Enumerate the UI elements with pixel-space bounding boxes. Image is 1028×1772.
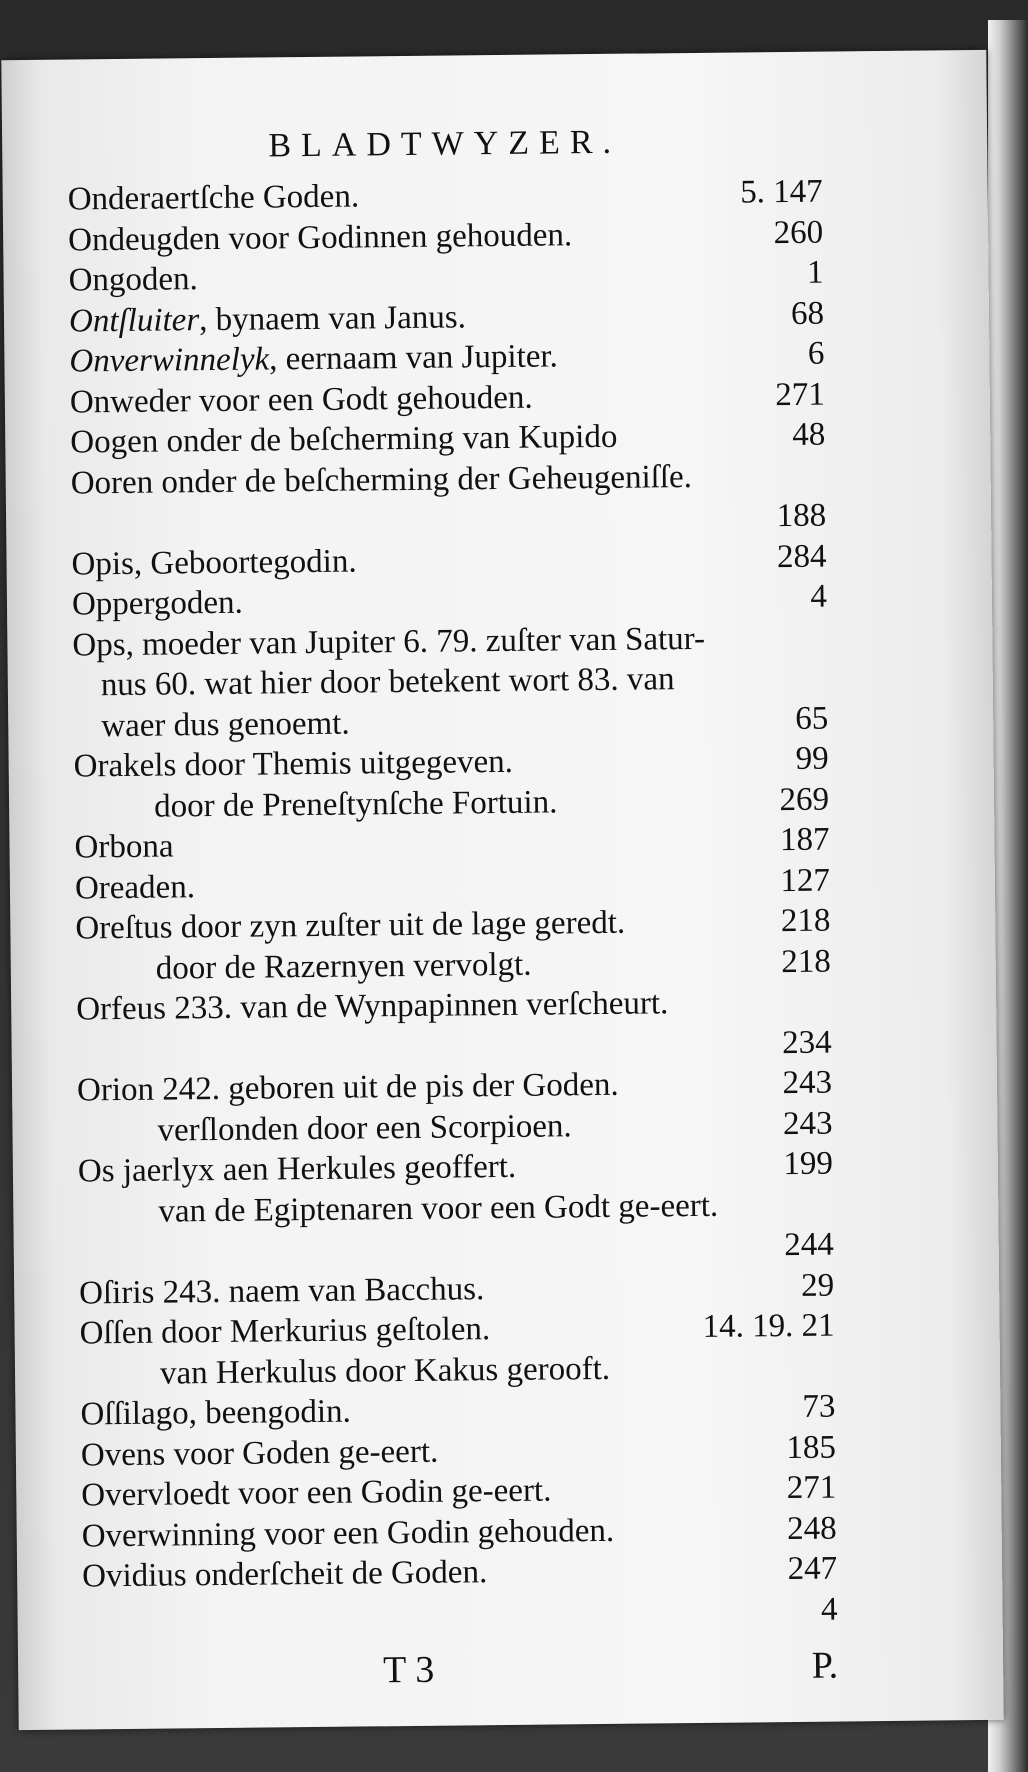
index-entry: Orion 242. geboren uit de pis der Goden. 243 bbox=[76, 1064, 833, 1109]
book-page bbox=[1, 50, 1003, 1730]
catchword: P. bbox=[811, 1644, 839, 1687]
page-reference: 247 bbox=[787, 1550, 838, 1588]
index-subentry: van Herkulus door Kakus gerooft. bbox=[159, 1350, 611, 1392]
index-entry: Oreaden. 127 bbox=[74, 862, 831, 906]
page-reference: 248 bbox=[787, 1510, 837, 1547]
page-reference: 73 bbox=[802, 1388, 836, 1425]
index-entry: Oogen onder de beſcherming van Kupido 48 bbox=[70, 416, 826, 461]
page-reference: 6 bbox=[807, 335, 825, 372]
index-entry: Os jaerlyx aen Herkules geoffert. 199 bbox=[77, 1145, 834, 1190]
index-entry: Ondeugden voor Godinnen gehouden. 260 bbox=[67, 214, 824, 259]
index-entry: Oreſtus door zyn zuſter uit de lage geredt. 218 bbox=[75, 902, 831, 947]
index-entry: Oppergoden. 4 bbox=[71, 578, 828, 623]
page-content bbox=[67, 122, 839, 1712]
page-reference: 243 bbox=[782, 1105, 833, 1142]
page-reference: 199 bbox=[783, 1145, 834, 1183]
page-reference: 271 bbox=[775, 376, 826, 413]
page-reference: 218 bbox=[781, 943, 831, 980]
page-reference: 188 bbox=[776, 497, 827, 535]
index-entry: Overwinning voor een Godin gehouden. 248 bbox=[81, 1510, 837, 1554]
page-heading: BLADTWYZER. bbox=[268, 123, 622, 165]
page-reference bbox=[766, 485, 826, 486]
italic-term: Onverwinnelyk bbox=[69, 341, 270, 380]
index-entry: Orfeus 233. van de Wynpapinnen verſcheurt. bbox=[76, 985, 669, 1028]
page-reference: 284 bbox=[776, 538, 827, 575]
index-subentry: verſlonden door een Scorpioen. 243 bbox=[157, 1105, 833, 1149]
index-entry: Onweder voor een Godt gehouden. 271 bbox=[69, 376, 826, 421]
index-entry: Oſſen door Merkurius geſtolen. 14. 19. 21 bbox=[79, 1307, 835, 1352]
page-reference: 14. 19. 21 bbox=[702, 1307, 835, 1345]
index-subentry: door de Razernyen vervolgt. 218 bbox=[155, 943, 831, 987]
page-reference: 269 bbox=[779, 781, 830, 818]
index-entry: Ops, moeder van Jupiter 6. 79. zuſter van Satur- bbox=[72, 620, 706, 663]
page-reference: 65 bbox=[795, 700, 829, 737]
index-subentry: van de Egiptenaren voor een Godt ge-eert. bbox=[158, 1187, 719, 1230]
page-reference bbox=[767, 647, 827, 648]
page-reference bbox=[773, 1214, 833, 1215]
index-entry: Opis, Geboortegodin. 284 bbox=[71, 538, 827, 582]
page-reference: 29 bbox=[800, 1267, 835, 1304]
index-entry: Onverwinnelyk, eernaam van Jupiter. 6 bbox=[69, 335, 825, 380]
page-reference: 1 bbox=[806, 254, 824, 291]
index-entry: Overvloedt voor een Godin ge-eert. 271 bbox=[81, 1469, 837, 1514]
index-entry: Ovidius onderſcheit de Goden. 247 bbox=[81, 1550, 838, 1595]
page-reference: 260 bbox=[773, 214, 824, 251]
index-entry: Orbona 187 bbox=[74, 821, 830, 866]
page-reference: 4 bbox=[820, 1591, 838, 1628]
index-entry-continuation: waer dus genoemt. 65 bbox=[101, 700, 829, 744]
page-reference bbox=[771, 1012, 831, 1013]
index-subentry: door de Preneſtynſche Fortuin. 269 bbox=[153, 781, 830, 825]
index-entry: Ovens voor Goden ge-eert. 185 bbox=[80, 1429, 837, 1473]
page-reference: 218 bbox=[780, 902, 831, 940]
page-reference: 187 bbox=[779, 821, 830, 859]
index-entry: Ongoden. 1 bbox=[68, 254, 824, 299]
page-reference: 185 bbox=[786, 1429, 837, 1466]
signature-mark: T 3 bbox=[382, 1648, 435, 1692]
page-reference: 68 bbox=[790, 295, 825, 332]
index-entry: Onderaertſche Goden. 5. 147 bbox=[67, 173, 823, 218]
index-entry: Ontſluiter, bynaem van Janus. 68 bbox=[68, 295, 825, 340]
index-entry: Orakels door Themis uitgegeven. 99 bbox=[73, 740, 829, 785]
page-footer bbox=[83, 1644, 839, 1712]
page-reference: 99 bbox=[795, 740, 829, 777]
page-reference: 5. 147 bbox=[740, 173, 823, 211]
index-entry: Oſſilago, beengodin. 73 bbox=[80, 1388, 836, 1433]
page-reference: 271 bbox=[786, 1469, 837, 1507]
italic-term: Ontſluiter bbox=[68, 301, 200, 340]
index-entries bbox=[68, 172, 838, 1638]
page-reference: 4 bbox=[810, 578, 828, 615]
page-reference: 243 bbox=[782, 1064, 833, 1102]
page-reference: 234 bbox=[781, 1024, 832, 1061]
page-reference: 48 bbox=[792, 416, 826, 453]
page-reference bbox=[768, 688, 828, 689]
index-entry: Ooren onder de beſcherming der Geheugeniſſe. bbox=[70, 458, 693, 501]
page-reference: 127 bbox=[780, 862, 831, 899]
index-entry: Oſiris 243. naem van Bacchus. 29 bbox=[79, 1267, 835, 1311]
page-reference bbox=[775, 1376, 835, 1377]
index-entry-continuation: nus 60. wat hier door betekent wort 83. van bbox=[100, 661, 675, 704]
page-reference: 244 bbox=[784, 1226, 834, 1264]
index-entry-page-only bbox=[82, 1589, 837, 1637]
